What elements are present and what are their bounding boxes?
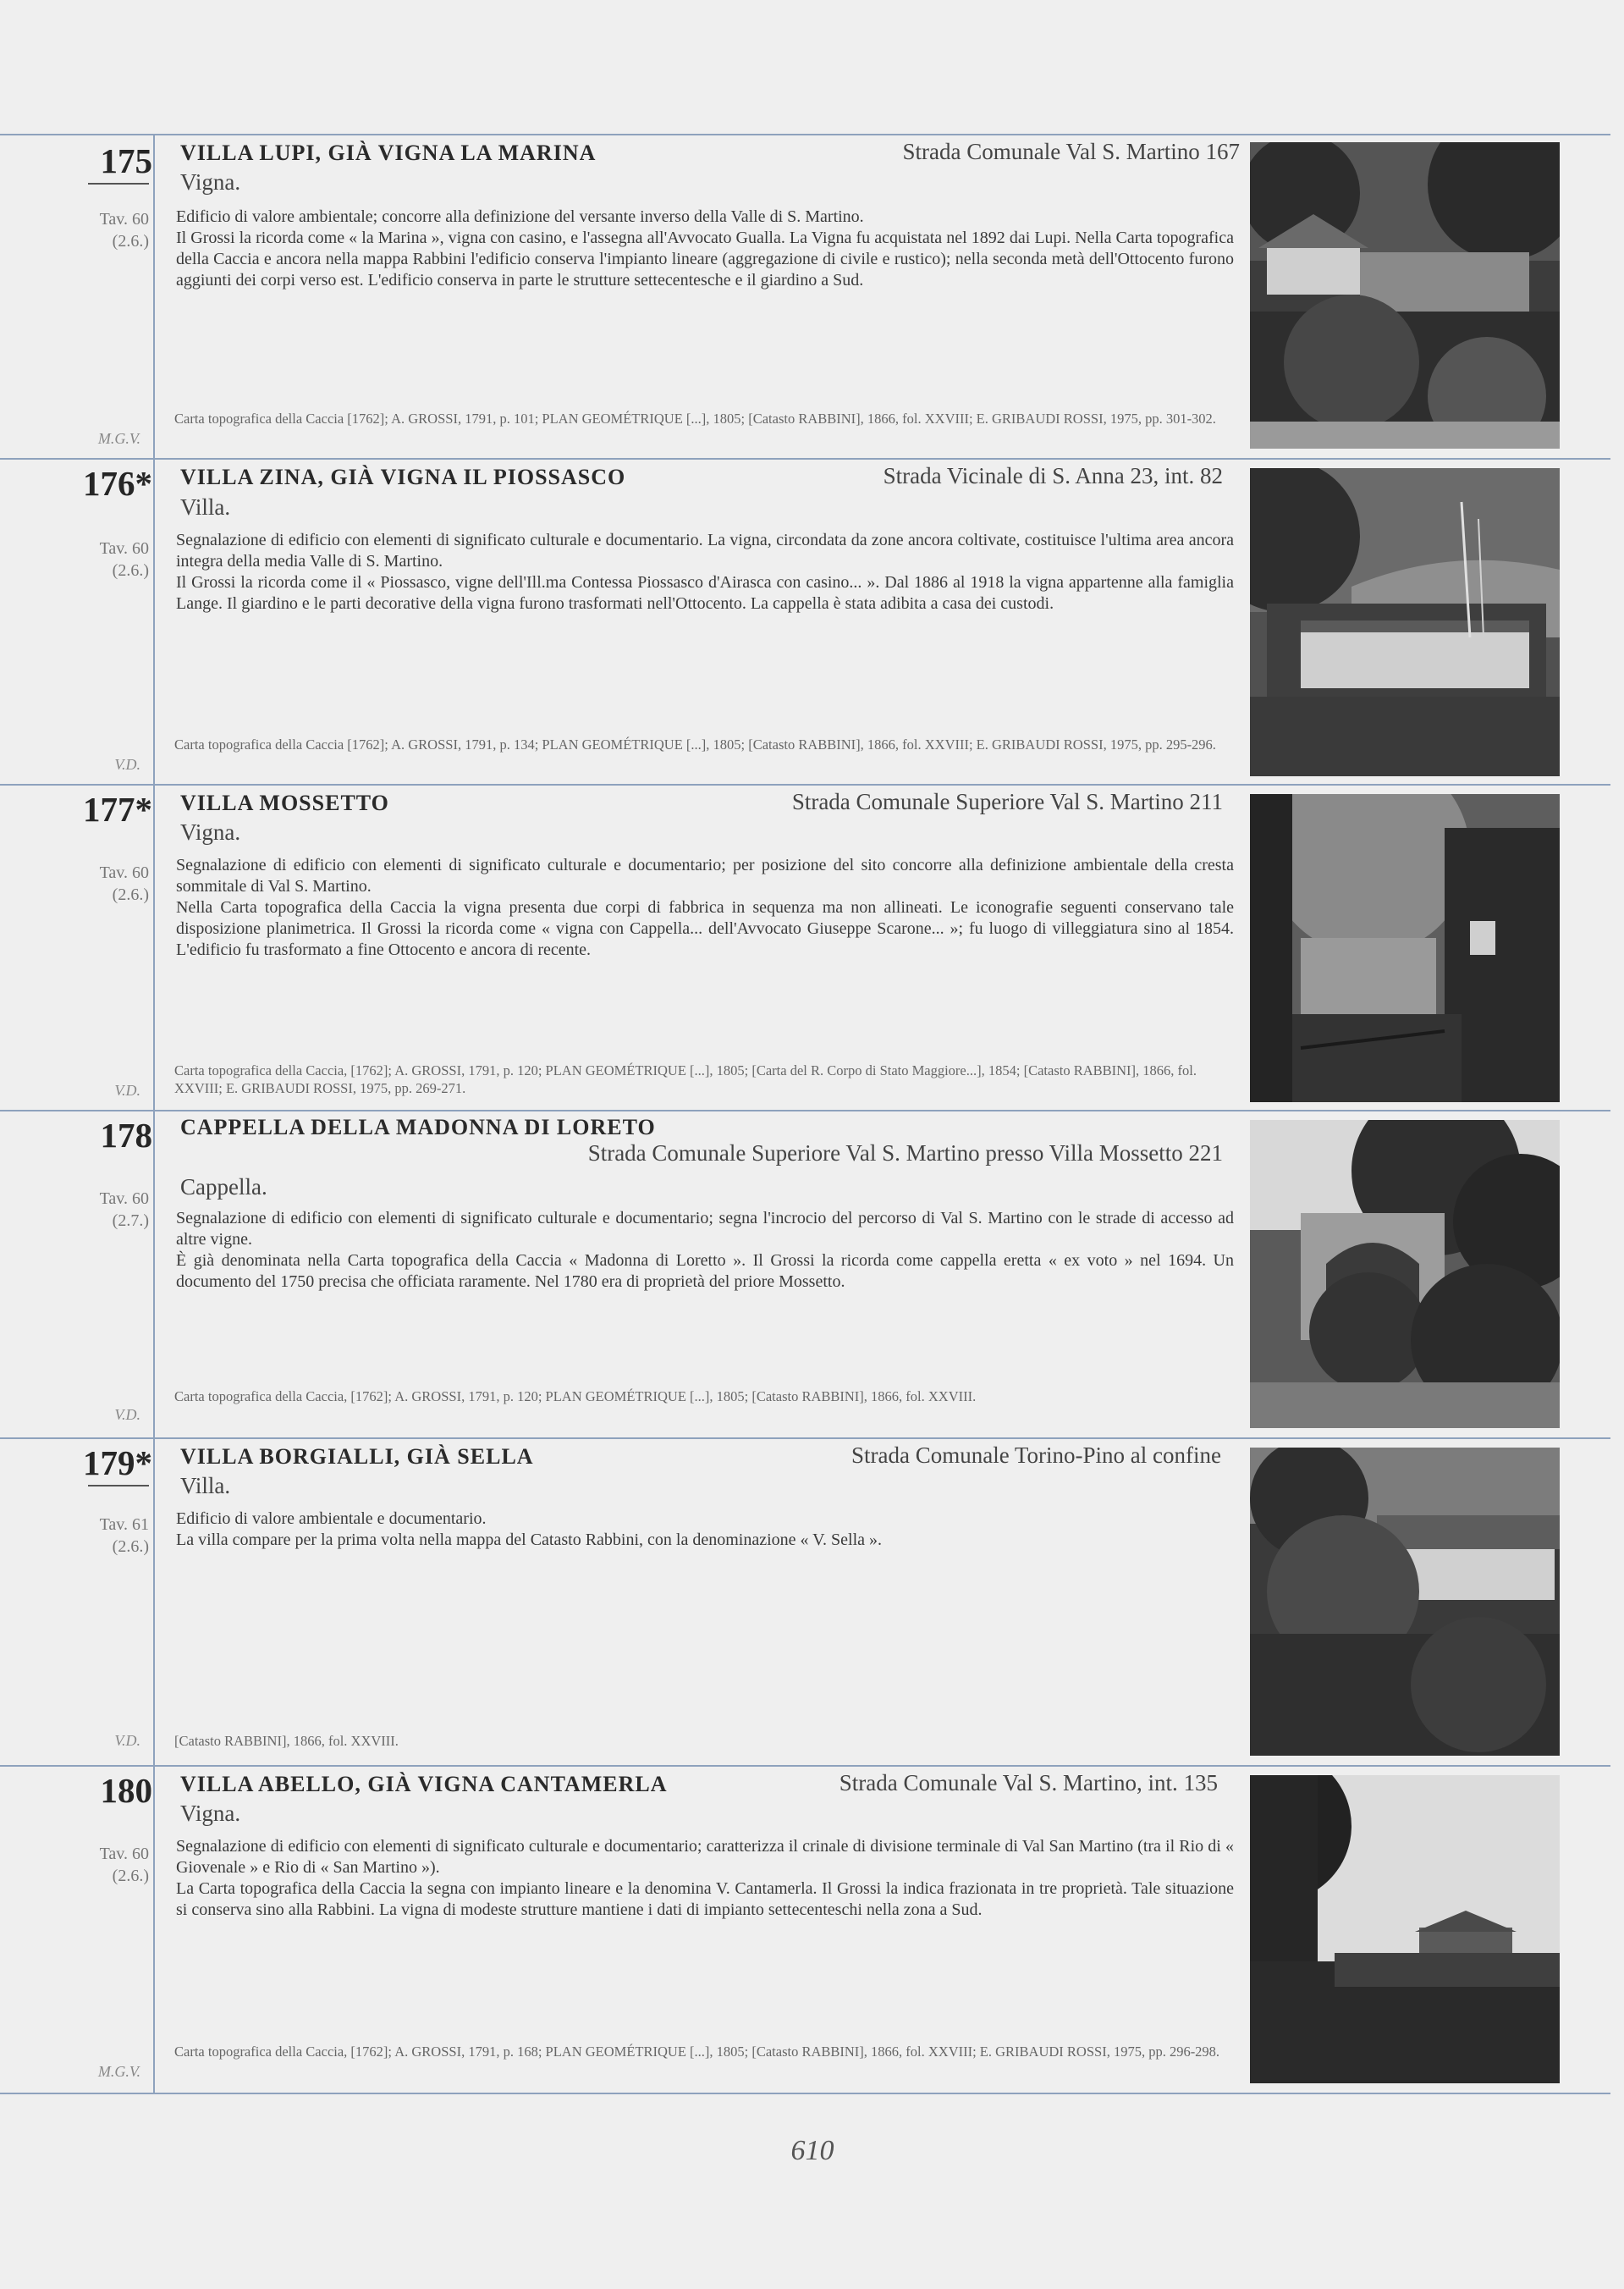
entry-address: Strada Comunale Val S. Martino, int. 135: [839, 1770, 1218, 1795]
entry-address: Strada Comunale Superiore Val S. Martino 211: [791, 789, 1223, 814]
entry-title: VILLA ZINA, GIÀ VIGNA IL PIOSSASCO: [180, 465, 626, 489]
description-paragraph: Edificio di valore ambientale; concorre alla definizione del versante inverso della Valle di S. Martino.: [176, 207, 864, 226]
entry-number-underline: [88, 183, 149, 185]
tav-label: Tav. 60: [99, 1845, 149, 1863]
author-initials: V.D.: [114, 1406, 140, 1423]
description-paragraph: Il Grossi la ricorda come « la Marina », vigna con casino, e l'assegna all'Avvocato Gualla. La Vigna fu acquistata nel 1892 dai Lupi. Nella Carta topografica della Caccia e ancora nella mappa Rabbini l'edificio conserva l'impianto lineare (aggregazione di civile e rustico); nella seconda metà dell'Ottocento furono aggiunti dei corpi verso est. L'edificio conserva in parte le strutture settecentesche e il giardino a Sud.: [176, 229, 1234, 290]
entry-number: 178: [100, 1116, 152, 1155]
author-initials: M.G.V.: [97, 430, 140, 447]
author-initials: V.D.: [114, 756, 140, 773]
tav-ref: (2.6.): [112, 232, 149, 251]
description-paragraph: La villa compare per la prima volta nella mappa del Catasto Rabbini, con la denominazione « V. Sella ».: [176, 1531, 883, 1549]
entry-number: 175: [100, 141, 152, 180]
entry-references: Carta topografica della Caccia, [1762]; A. GROSSI, 1791, p. 120; PLAN GEOMÉTRIQUE [...], 1805; [Carta del R. Corpo di Stato Maggiore...], 1854; [Catasto RABBINI], 1866, fol. XXVIII; E. GRIBAUDI ROSSI, 1975, pp. 269-271.: [174, 1062, 1197, 1096]
entry-references: [Catasto RABBINI], 1866, fol. XXVIII.: [174, 1733, 399, 1749]
entry-title: VILLA LUPI, GIÀ VIGNA LA MARINA: [180, 141, 597, 165]
page-number: 610: [790, 2135, 834, 2166]
description-paragraph: La Carta topografica della Caccia la segna con impianto lineare e la denomina V. Cantamerla. Il Grossi la indica frazionata in tre proprietà. Tale situazione si conserva sino alla Rabbini. La vigna di modeste strutture mantiene i dati di impianto settecenteschi nella zona a Sud.: [176, 1879, 1234, 1919]
entry-references: Carta topografica della Caccia, [1762]; A. GROSSI, 1791, p. 168; PLAN GEOMÉTRIQUE [...], 1805; [Catasto RABBINI], 1866, fol. XXVIII; E. GRIBAUDI ROSSI, 1975, pp. 296-298.: [174, 2044, 1220, 2060]
tav-label: Tav. 60: [99, 863, 149, 882]
entry-description: [176, 207, 1234, 291]
entry-title: CAPPELLA DELLA MADONNA DI LORETO: [180, 1115, 656, 1139]
tav-ref: (2.7.): [112, 1211, 149, 1230]
entry-description: [176, 1208, 1234, 1293]
entry-references: Carta topografica della Caccia, [1762]; A. GROSSI, 1791, p. 120; PLAN GEOMÉTRIQUE [...], 1805; [Catasto RABBINI], 1866, fol. XXVIII.: [174, 1388, 977, 1404]
catalog-entry-178: [0, 1110, 1610, 1437]
author-initials: V.D.: [114, 1082, 140, 1099]
entry-references: Carta topografica della Caccia [1762]; A. GROSSI, 1791, p. 134; PLAN GEOMÉTRIQUE [...], 1805; [Catasto RABBINI], 1866, fol. XXVIII; E. GRIBAUDI ROSSI, 1975, pp. 295-296.: [174, 736, 1216, 753]
entry-title: VILLA ABELLO, GIÀ VIGNA CANTAMERLA: [180, 1772, 668, 1796]
building-photo: [1250, 1775, 1560, 2083]
description-paragraph: Segnalazione di edificio con elementi di significato culturale e documentario. La vigna, circondata da zone ancora coltivate, costituisce l'ultima area ancora integra della media Valle di S. Martino.: [176, 531, 1234, 571]
description-paragraph: Segnalazione di edificio con elementi di significato culturale e documentario; per posizione del sito concorre alla definizione ambientale della cresta sommitale di Val S. Martino.: [176, 856, 1234, 896]
entry-type: Vigna.: [180, 1801, 241, 1826]
entry-address: Strada Comunale Val S. Martino 167: [902, 139, 1240, 164]
entry-number: 179*: [83, 1443, 152, 1482]
catalog-entry-175: [0, 134, 1610, 458]
catalog-entry-180: [0, 1765, 1610, 2093]
author-initials: M.G.V.: [97, 2063, 140, 2080]
entry-description: [176, 530, 1234, 615]
entry-address: Strada Comunale Torino-Pino al confine: [851, 1442, 1221, 1468]
entry-title: VILLA MOSSETTO: [180, 791, 389, 815]
entry-references: Carta topografica della Caccia [1762]; A. GROSSI, 1791, p. 101; PLAN GEOMÉTRIQUE [...], 1805; [Catasto RABBINI], 1866, fol. XXVIII; E. GRIBAUDI ROSSI, 1975, pp. 301-302.: [174, 411, 1216, 427]
entry-number: 180: [100, 1771, 152, 1810]
tav-ref: (2.6.): [112, 885, 149, 904]
entry-type: Vigna.: [180, 169, 241, 195]
entry-number-underline: [88, 1485, 149, 1486]
tav-ref: (2.6.): [112, 561, 149, 580]
description-paragraph: Segnalazione di edificio con elementi di significato culturale e documentario; caratterizza il crinale di divisione terminale di Val San Martino (tra il Rio di « Giovenale » e Rio di « San Martino »).: [176, 1837, 1234, 1877]
building-photo: [1250, 1120, 1560, 1428]
entry-description: [176, 1509, 1234, 1551]
tav-label: Tav. 60: [99, 1189, 149, 1208]
entry-address: Strada Vicinale di S. Anna 23, int. 82: [883, 463, 1223, 488]
catalog-entry-176: [0, 458, 1610, 784]
entry-type: Villa.: [180, 494, 231, 520]
tav-ref: (2.6.): [112, 1537, 149, 1556]
entry-address: Strada Comunale Superiore Val S. Martino presso Villa Mossetto 221: [587, 1140, 1223, 1166]
description-paragraph: Nella Carta topografica della Caccia la vigna presenta due corpi di fabbrica in sequenza ma non allineati. Le iconografie seguenti conservano tale disposizione planimetrica. Il Grossi la ricorda come « vigna con Cappella... dell'Avvocato Giuseppe Scarone... »; fu luogo di villeggiatura sino al 1854. L'edificio fu trasformato a fine Ottocento e ancora di recente.: [176, 898, 1234, 959]
building-photo: [1250, 1448, 1560, 1756]
entry-description: [176, 1836, 1234, 1921]
description-paragraph: Segnalazione di edificio con elementi di significato culturale e documentario; segna l'incrocio del percorso di Val S. Martino con le strade di accesso ad altre vigne.: [176, 1209, 1234, 1249]
catalog-entry-179: [0, 1437, 1610, 1765]
building-photo: [1250, 468, 1560, 776]
entry-type: Vigna.: [180, 819, 241, 845]
catalog-entry-177: [0, 784, 1610, 1110]
tav-label: Tav. 60: [99, 539, 149, 558]
description-paragraph: Edificio di valore ambientale e documentario.: [176, 1509, 487, 1528]
entry-type: Cappella.: [180, 1174, 267, 1200]
building-photo: [1250, 142, 1560, 449]
tav-label: Tav. 61: [99, 1515, 149, 1534]
author-initials: V.D.: [114, 1732, 140, 1749]
tav-ref: (2.6.): [112, 1867, 149, 1885]
tav-label: Tav. 60: [99, 210, 149, 229]
entry-type: Villa.: [180, 1473, 231, 1498]
entry-title: VILLA BORGIALLI, GIÀ SELLA: [180, 1444, 534, 1469]
description-paragraph: È già denominata nella Carta topografica della Caccia « Madonna di Loretto ». Il Grossi la ricorda come cappella eretta « ex voto » nel 1694. Un documento del 1750 precisa che officiata raramente. Nel 1780 era di proprietà del priore Mossetto.: [176, 1251, 1234, 1291]
separator-line: [0, 2093, 1610, 2094]
entry-description: [176, 855, 1234, 961]
description-paragraph: Il Grossi la ricorda come il « Piossasco, vigne dell'Ill.ma Contessa Piossasco d'Airasca con casino... ». Dal 1886 al 1918 la vigna appartenne alla famiglia Lange. Il giardino e le parti decorative della vigna furono trasformati nell'Ottocento. La cappella è stata adibita a casa dei custodi.: [176, 573, 1234, 613]
building-photo: [1250, 794, 1560, 1102]
entry-number: 176*: [83, 464, 152, 503]
entry-number: 177*: [83, 790, 152, 829]
